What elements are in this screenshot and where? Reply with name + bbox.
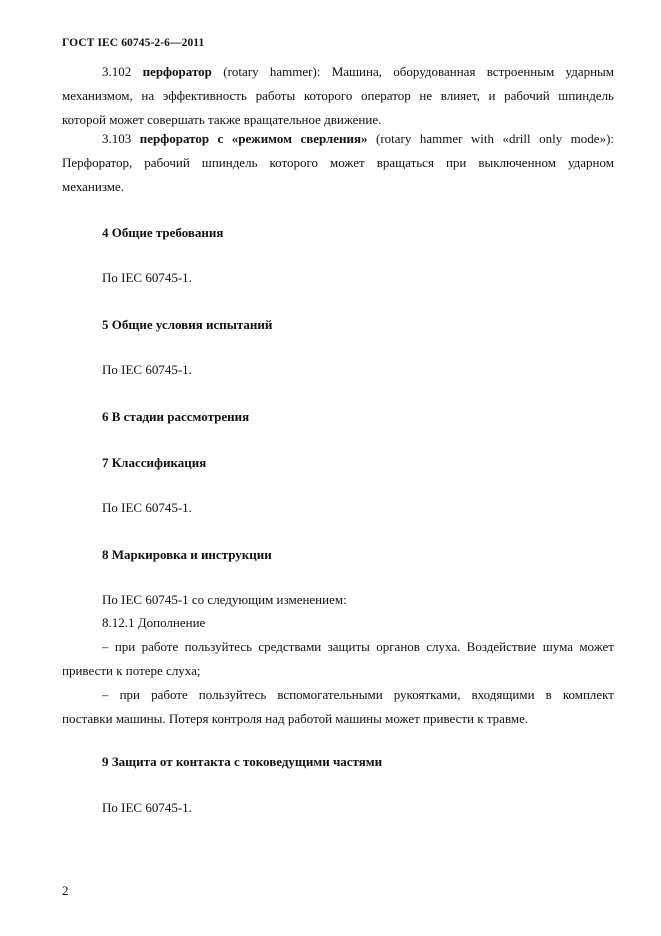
term-number: 3.102 [102, 64, 132, 79]
section-4-heading: 4 Общие требования [102, 225, 224, 240]
section-7-text: По IEC 60745-1. [102, 500, 192, 515]
term-title: перфоратор с «режимом сверления» [139, 131, 368, 146]
list-item [62, 635, 614, 683]
list-item-line2: привести к потере слуха; [62, 663, 201, 678]
term-3-102-line3: которой может совершать также вращательное движение. [62, 112, 382, 127]
term-number: 3.103 [102, 131, 132, 146]
term-title: перфоратор [142, 64, 212, 79]
term-3-102 [62, 60, 614, 132]
term-3-102-line2: механизмом, на эффективность работы которого оператор не влияет, и рабочий шпиндель [62, 88, 614, 103]
document-header: ГОСТ IEC 60745-2-6—2011 [62, 37, 205, 49]
section-9-text: По IEC 60745-1. [102, 800, 192, 815]
list-item [62, 683, 614, 731]
term-3-103-line3: механизме. [62, 179, 125, 194]
section-9-heading: 9 Защита от контакта с токоведущими частями [102, 754, 383, 769]
list-item-line2: поставки машины. Потеря контроля над работой машины может привести к травме. [62, 711, 529, 726]
section-8-text: По IEC 60745-1 со следующим изменением: [102, 592, 347, 607]
term-3-102-line1 [62, 60, 614, 84]
section-8-heading: 8 Маркировка и инструкции [102, 547, 272, 562]
list-item-line1: – при работе пользуйтесь средствами защиты органов слуха. Воздействие шума может [102, 639, 614, 654]
term-definition: (rotary hammer with «drill only mode»): [375, 131, 615, 146]
section-7-heading: 7 Классификация [102, 455, 207, 470]
section-6-heading: 6 В стадии рассмотрения [102, 409, 250, 424]
section-8-subclause: 8.12.1 Дополнение [102, 615, 206, 630]
section-5-text: По IEC 60745-1. [102, 362, 192, 377]
term-3-103-line1 [62, 127, 614, 151]
list-item-line1: – при работе пользуйтесь вспомогательными рукоятками, входящими в комплект [102, 687, 614, 702]
page-number: 2 [62, 883, 69, 898]
term-definition: (rotary hammer): Машина, оборудованная встроенным ударным [223, 64, 615, 79]
term-3-103-line2: Перфоратор, рабочий шпиндель которого может вращаться при выключенном ударном [62, 155, 614, 170]
term-3-103 [62, 127, 614, 199]
section-5-heading: 5 Общие условия испытаний [102, 317, 273, 332]
section-4-text: По IEC 60745-1. [102, 270, 192, 285]
